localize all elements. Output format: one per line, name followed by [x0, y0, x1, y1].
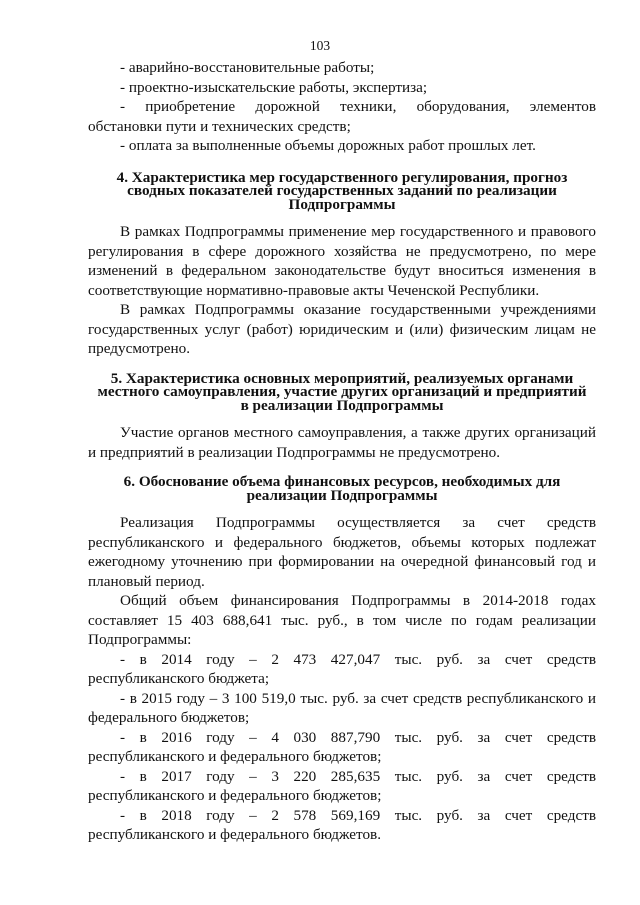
list-item: - приобретение дорожной техники, оборудования, элементов: [120, 98, 597, 115]
list-item: - аварийно-восстановительные работы;: [120, 59, 375, 76]
section-6-heading: 6. Обоснование объема финансовых ресурсов, необходимых для реализации Подпрограммы: [123, 473, 561, 504]
paragraph-line: соответствующие нормативно-правовые акты Чеченской Республики.: [88, 281, 540, 299]
funding-item: - в 2018 году – 2 578 569,169 тыс. руб. за счет средств: [120, 806, 596, 824]
paragraph-line: плановый период.: [88, 572, 205, 590]
paragraph-line: изменений в федеральном законодательстве будут вноситься изменения в: [88, 262, 596, 279]
paragraph-line: предусмотрено.: [88, 340, 191, 357]
funding-item-continuation: республиканского бюджета;: [88, 670, 270, 687]
list-item: - оплата за выполненные объемы дорожных работ прошлых лет.: [120, 137, 536, 154]
funding-item: - в 2017 году – 3 220 285,635 тыс. руб. за счет средств: [120, 767, 596, 785]
section-4-text: [88, 222, 596, 359]
paragraph-line: В рамках Подпрограммы оказание государственными учреждениями: [120, 301, 596, 318]
paragraph-line: Участие органов местного самоуправления, а также других организаций: [120, 424, 596, 441]
funding-item-continuation: республиканского и федерального бюджетов;: [88, 787, 382, 804]
document-body: [88, 58, 596, 845]
section-4-heading: 4. Характеристика мер государственного регулирования, прогноз сводных показателей государственных заданий по реализации Подпрограммы: [116, 168, 568, 213]
paragraph-line: ежегодному уточнению при формировании на очередной финансовый год и: [88, 553, 596, 570]
funding-item-continuation: республиканского и федерального бюджетов.: [88, 826, 382, 843]
paragraph-line: составляет 15 403 688,641 тыс. руб., в том числе по годам реализации: [88, 611, 596, 629]
paragraph-line: Общий объем финансирования Подпрограммы в 2014-2018 годах: [120, 592, 596, 609]
paragraph-line: и предприятий в реализации Подпрограммы не предусмотрено.: [88, 443, 501, 461]
paragraph-line: Подпрограммы:: [88, 631, 192, 648]
section-5-text: [88, 423, 596, 462]
section-5-heading: 5. Характеристика основных мероприятий, реализуемых органами местного самоуправления, участие других организаций и предприятий в реализации Подпрограммы: [97, 369, 587, 414]
list-item-continuation: обстановки пути и технических средств;: [88, 117, 351, 135]
page-number: 103: [309, 38, 331, 53]
funding-item: - в 2016 году – 4 030 887,790 тыс. руб. за счет средств: [120, 728, 596, 746]
section-6-text: [88, 513, 596, 845]
funding-item: - в 2014 году – 2 473 427,047 тыс. руб. за счет средств: [120, 650, 596, 668]
works-list: [88, 58, 596, 156]
paragraph-line: республиканского и федерального бюджетов, объемы которых подлежат: [88, 533, 596, 551]
paragraph-line: регулирования в сфере дорожного хозяйства не предусмотрено, по мере: [88, 242, 596, 260]
paragraph-line: Реализация Подпрограммы осуществляется за счет средств: [120, 514, 596, 531]
funding-item-continuation: республиканского и федерального бюджетов;: [88, 748, 382, 765]
paragraph-line: В рамках Подпрограммы применение мер государственного и правового: [120, 223, 596, 240]
paragraph-line: государственных услуг (работ) юридическим и (или) физическим лицам не: [88, 320, 596, 338]
list-item: - проектно-изыскательские работы, экспертиза;: [120, 78, 428, 96]
funding-item-continuation: федерального бюджетов;: [88, 709, 250, 726]
funding-item: - в 2015 году – 3 100 519,0 тыс. руб. за счет средств республиканского и: [120, 689, 596, 707]
